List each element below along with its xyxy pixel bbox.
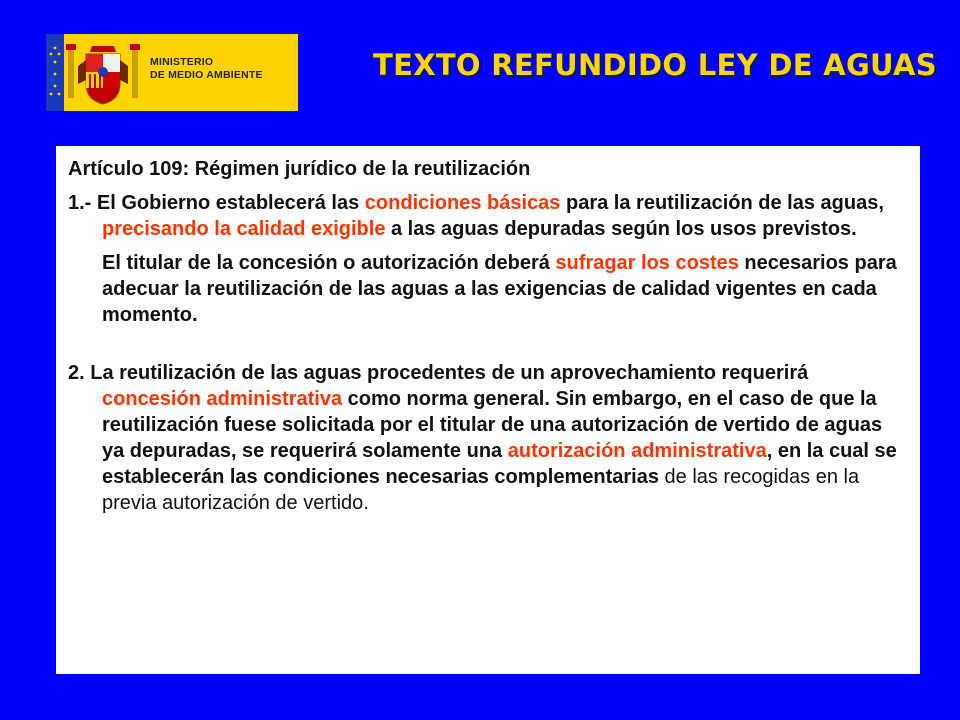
ministry-name <box>150 56 263 82</box>
p1-text-3: a las aguas depuradas según los usos previstos. <box>385 218 857 240</box>
p1-highlight-1: condiciones básicas <box>364 192 561 214</box>
ministry-line-2: DE MEDIO AMBIENTE <box>150 69 263 81</box>
article-heading: Artículo 109: Régimen jurídico de la reutilización <box>68 158 531 180</box>
p2-text-1: El titular de la concesión o autorización deberá <box>102 252 556 274</box>
p1-text-1: 1.- El Gobierno establecerá las <box>68 192 365 214</box>
p3-text-1: 2. La reutilización de las aguas procedentes de un aprovechamiento requerirá <box>68 362 809 384</box>
p1-highlight-2: precisando la calidad exigible <box>102 218 386 240</box>
paragraph-1 <box>68 190 906 242</box>
paragraph-2 <box>68 250 906 328</box>
p3-highlight-1: concesión administrativa <box>102 388 343 410</box>
ministry-logo <box>46 34 298 111</box>
ministry-line-1: MINISTERIO <box>150 56 214 68</box>
page-title: TEXTO REFUNDIDO LEY DE AGUAS <box>373 48 937 82</box>
paragraph-3 <box>68 360 906 516</box>
p2-highlight-1: sufragar los costes <box>555 252 739 274</box>
p3-text-3: , en la cual se establecerán las condiciones necesarias complementarias <box>102 440 897 488</box>
p3-highlight-2: autorización administrativa <box>507 440 767 462</box>
spacer <box>68 336 906 360</box>
p2-text-2: necesarios para adecuar la reutilización de las aguas a las exigencias de calidad vigentes en cada momento. <box>102 252 897 326</box>
eu-flag-icon <box>46 34 64 111</box>
p3-text-4: de las recogidas en la previa autorización de vertido. <box>102 466 860 514</box>
coat-of-arms-icon <box>64 40 142 108</box>
article-panel <box>56 146 920 674</box>
p3-text-2: como norma general. Sin embargo, en el caso de que la reutilización fuese solicitada por el titular de una autorización de vertido de aguas ya depuradas, se requerirá solamente una <box>102 388 883 462</box>
p1-text-2: para la reutilización de las aguas, <box>560 192 884 214</box>
